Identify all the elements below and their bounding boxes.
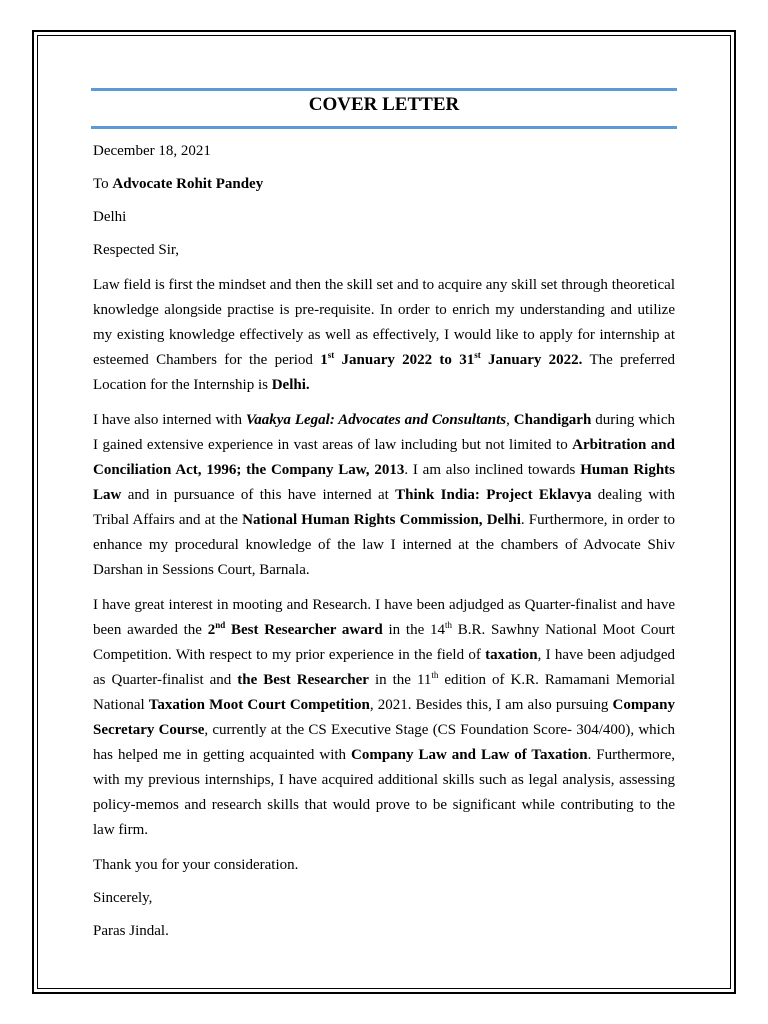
p3-text-6: , 2021. Besides this, I am also pursuing [369,697,613,713]
p2-firm-name: Vaakya Legal: Advocates and Consultants [245,412,507,428]
sign-off: Sincerely, [93,890,153,906]
signature-name: Paras Jindal. [93,923,169,939]
paragraph-research [93,593,675,843]
p3-text-3: , I have been adjudged as Quarter-finalist and [93,647,676,688]
letter-body [93,139,675,952]
p2-human-rights: Human Rights Law [93,462,676,503]
p1-sup-2: st [474,350,481,360]
p2-think-india: Think India: Project Eklavya [395,487,592,503]
p1-text-1: Law field is first the mindset and then the skill set and to acquire any skill set through theoretical knowledge alongside practise is pre-requisite. In order to enrich my understanding and utilize my existing knowledge effectively as well as effectively, I would like to apply for internship at esteemed Chambers for the period [93,277,675,368]
salutation: Respected Sir, [93,242,180,258]
p2-text-6: . Furthermore, in order to enhance my procedural knowledge of the law I interned at the chambers of Advocate Shiv Darshan in Sessions Court, Barnala. [93,512,675,578]
p1-period [320,352,582,368]
p3-award-rank: 2 [207,622,216,638]
p1-period-start-day: 1 [320,352,328,368]
p3-taxation: taxation [485,647,538,663]
title-rule-top [91,88,677,91]
title-rule-bottom [91,126,677,129]
p1-text-2: The preferred Location for the Internship is [93,352,676,393]
p3-tax-moot: Taxation Moot Court Competition [148,697,370,713]
p2-text-4: and in pursuance of this have interned at [121,487,396,503]
paragraph-internship-request [93,273,675,398]
to-prefix: To [93,176,113,192]
p3-text-1: in the 14 [382,622,446,638]
p2-text-0: I have also interned with [93,412,246,428]
p3-text-2: B.R. Sawhny National Moot Court Competition. With respect to my prior experience in the field of [93,622,675,663]
p2-nhrc: National Human Rights Commission, Delhi [242,512,521,528]
p1-period-end: January 2022. [480,352,583,368]
p1-sup-1: st [327,350,335,360]
recipient-name: Advocate Rohit Pandey [112,176,264,192]
p3-text-5: edition of K.R. Ramamani Memorial National [93,672,675,713]
p2-text-3: . I am also inclined towards [404,462,581,478]
letter-date: December 18, 2021 [93,143,211,159]
p3-text-8: . Furthermore, with my previous internships, I have acquired additional skills such as legal analysis, assessing policy-memos and research skills that would prove to be significant while contributing to the law firm. [93,747,676,838]
p2-text-2: during which I gained extensive experience in vast areas of law including but not limited to [93,412,675,453]
p2-acts: Arbitration and Conciliation Act, 1996; the Company Law, 2013 [93,437,675,478]
p3-text-0: I have great interest in mooting and Research. I have been adjudged as Quarter-finalist and have been awarded the [93,597,675,638]
p3-sup-3: th [431,670,439,680]
p3-text-4: in the 11 [368,672,432,688]
p2-text-1: , [506,412,514,428]
p2-city: Chandigarh [513,412,592,428]
p2-text-5: dealing with Tribal Affairs and at the [93,487,675,528]
paragraph-experience [93,408,675,583]
p3-best-researcher: the Best Researcher [237,672,369,688]
p3-sup-1: nd [215,620,226,630]
p3-award-name: Best Researcher award [225,622,383,638]
p3-text-7: , currently at the CS Executive Stage (CS Foundation Score- 304/400), which has helped me in getting acquainted with [93,722,675,763]
closing-thanks: Thank you for your consideration. [93,857,299,873]
recipient-location: Delhi [93,209,127,225]
p3-cs-course: Company Secretary Course [93,697,676,738]
p1-period-mid: January 2022 to 31 [334,352,475,368]
page-title: COVER LETTER [308,94,460,115]
p3-company-law: Company Law and Law of Taxation [351,747,588,763]
p3-award [208,622,383,638]
p1-preferred-location: Delhi. [271,377,310,393]
p3-sup-2: th [445,620,453,630]
recipient-line [93,172,675,197]
